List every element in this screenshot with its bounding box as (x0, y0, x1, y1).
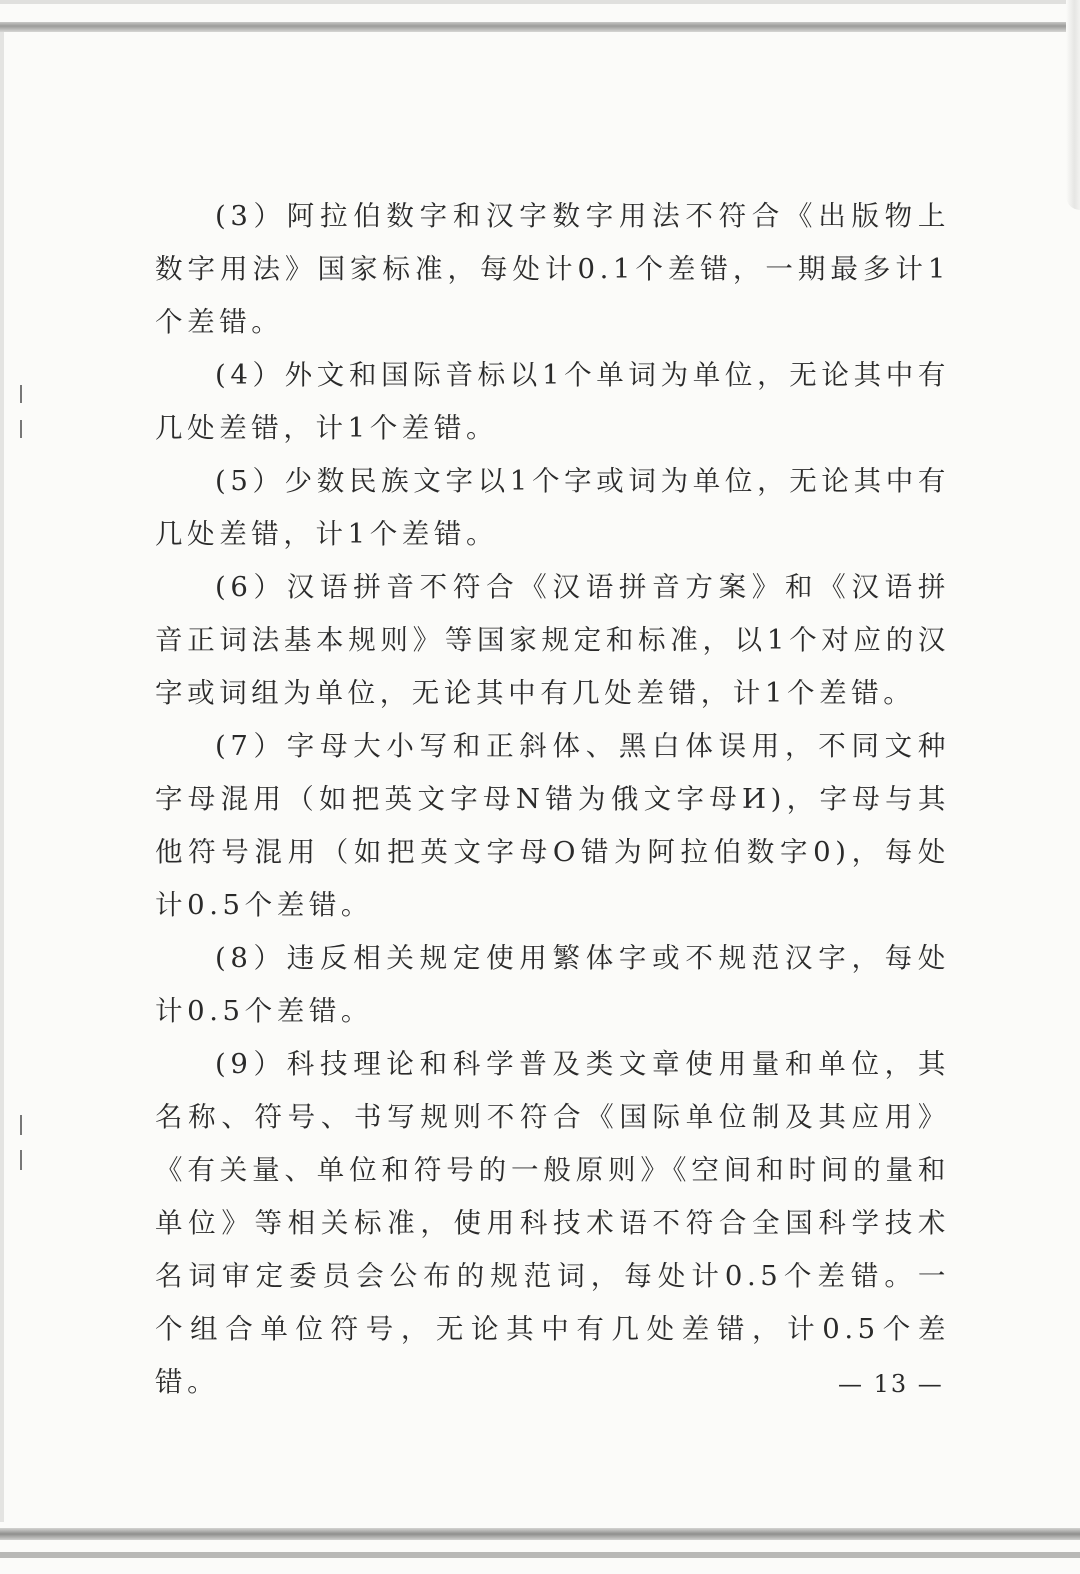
scan-edge-left (0, 32, 4, 1522)
document-body (155, 190, 950, 1409)
binding-mark (20, 1150, 22, 1170)
binding-mark (20, 385, 22, 403)
paragraph-item-3: (3）阿拉伯数字和汉字数字用法不符合《出版物上数字用法》国家标准，每处计0.1个差错，一期最多计1个差错。 (155, 200, 950, 338)
paragraph-item-9: (9）科技理论和科学普及类文章使用量和单位，其名称、符号、书写规则不符合《国际单位制及其应用》《有关量、单位和符号的一般原则》《空间和时间的量和单位》等相关标准，使用科技术语不符合全国科学技术名词审定委员会公布的规范词，每处计0.5个差错。一个组合单位符号，无论其中有几处差错，计0.5个差错。 (155, 1048, 950, 1398)
binding-mark (20, 420, 22, 438)
scan-edge-top (0, 22, 1080, 32)
binding-mark (20, 1115, 22, 1135)
paragraph-item-7: (7）字母大小写和正斜体、黑白体误用，不同文种字母混用（如把英文字母N错为俄文字母И)，字母与其他符号混用（如把英文字母O错为阿拉伯数字0)，每处计0.5个差错。 (155, 730, 950, 921)
scan-edge-top-thin (0, 0, 1080, 4)
scan-edge-right (1066, 0, 1080, 210)
paragraph-item-6: (6）汉语拼音不符合《汉语拼音方案》和《汉语拼音正词法基本规则》等国家规定和标准，以1个对应的汉字或词组为单位，无论其中有几处差错，计1个差错。 (155, 571, 950, 709)
page-number: — 13 — (838, 1370, 944, 1398)
paragraph-item-4: (4）外文和国际音标以1个单词为单位，无论其中有几处差错，计1个差错。 (155, 359, 950, 444)
paragraph-item-5: (5）少数民族文字以1个字或词为单位，无论其中有几处差错，计1个差错。 (155, 465, 950, 550)
scan-edge-bottom (0, 1528, 1080, 1540)
scan-edge-bottom-lower (0, 1552, 1080, 1558)
paragraph-item-8: (8）违反相关规定使用繁体字或不规范汉字，每处计0.5个差错。 (155, 942, 950, 1027)
